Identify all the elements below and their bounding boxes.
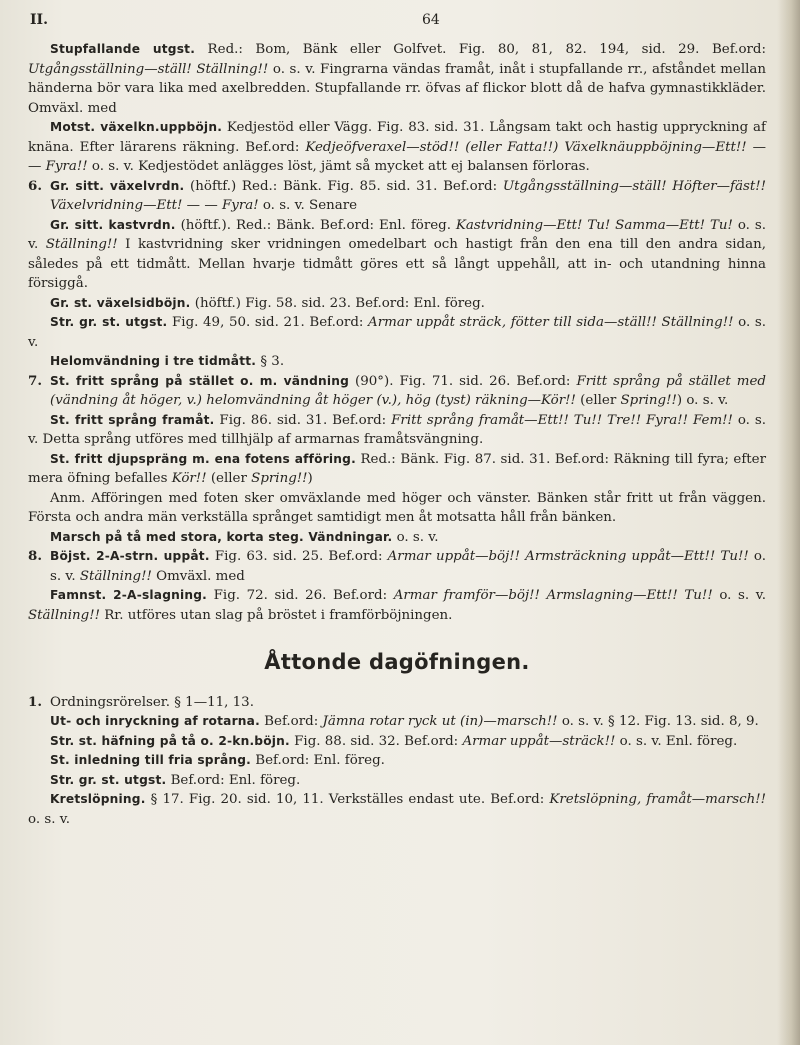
paragraph (28, 712, 766, 732)
paragraph (28, 294, 766, 314)
body-text: Fig. 49, 50. sid. 21. Bef.ord: (167, 315, 369, 330)
exercise-name: Gr. st. växelsidböjn. (50, 295, 191, 310)
command-text: Kretslöpning, framåt—marsch!! (549, 792, 766, 807)
note-paragraph (28, 489, 766, 528)
body-text: I kastvridning sker vridningen omedelbart och hastigt från den ena till den andra sidan, således på ett tidmått. Mellan hvarje tidmått göres ett så långt uppehåll, att in- och utandning hinna försiggå. (28, 237, 766, 291)
body-text: (höftf.) Red.: Bänk. Fig. 85. sid. 31. Bef.ord: (184, 178, 503, 194)
body-text: o. s. v. Detta språng utföres med tillhjälp af armarnas framåtsvängning. (28, 412, 766, 447)
command-text: Ställning!! (28, 607, 100, 623)
body-text: o. s. v. (28, 217, 766, 252)
paragraph (28, 751, 766, 771)
command-text: Armar uppåt—sträck!! (462, 733, 616, 749)
body-text: o. s. v. (28, 811, 70, 827)
paragraph (28, 118, 766, 177)
exercise-name: Marsch på tå med stora, korta steg. Vändningar. (50, 529, 393, 544)
body-text: o. s. v. (392, 529, 439, 545)
command-text: Kör!! (171, 471, 207, 486)
paragraph (28, 528, 766, 548)
body-text: o. s. v. Kedjestödet anlägges löst, jämt så mycket att ej balansen förloras. (87, 159, 590, 174)
command-text: Armar uppåt—böj!! Armsträckning uppåt—Ett!! Tu!! (387, 549, 749, 564)
body-text: (eller (575, 393, 621, 408)
body-text: Fig. 86. sid. 31. Bef.ord: (214, 412, 392, 428)
command-text: Spring!! (620, 393, 677, 408)
body-text: o. s. v. Enl. föreg. (615, 733, 738, 749)
body-text: o. s. v. (50, 549, 767, 584)
body-text: Fig. 72. sid. 26. Bef.ord: (207, 588, 394, 603)
body-text: ) o. s. v. (676, 393, 729, 408)
body-text: o. s. v. Senare (258, 198, 358, 213)
body-text: Ordningsrörelser. § 1—11, 13. (50, 694, 254, 710)
body-text: Red.: Bänk. Fig. 87. sid. 31. Bef.ord: Räkning till fyra; efter mera öfning befalles (28, 451, 766, 486)
exercise-name: Gr. sitt. växelvrdn. (50, 178, 185, 193)
paragraph (28, 586, 766, 625)
command-text: Kedjeöfveraxel—stöd!! (eller Fatta!!) Växelknäuppböjning—Ett!! — — Fyra!! (28, 139, 767, 174)
exercise-name: St. inledning till fria språng. (50, 753, 251, 767)
exercise-name: St. fritt djupspräng m. ena fotens afföring. (50, 451, 356, 466)
body-text: (höftf.) Fig. 58. sid. 23. Bef.ord: Enl. föreg. (190, 295, 485, 311)
command-text: Ställning!! (79, 568, 152, 584)
body-text: Bef.ord: Enl. föreg. (166, 772, 301, 788)
body-text: o. s. v. (28, 315, 766, 350)
exercise-name: Gr. sitt. kastvrdn. (50, 217, 176, 232)
body-text: Omväxl. med (151, 568, 245, 584)
numbered-paragraph (28, 177, 766, 216)
body-text: o. s. v. § 12. Fig. 13. sid. 8, 9. (557, 714, 759, 729)
body-text: Red.: Bom, Bänk eller Golfvet. Fig. 80, 81, 82. 194, sid. 29. Bef.ord: (195, 42, 766, 57)
body-text: Fig. 88. sid. 32. Bef.ord: (289, 733, 463, 749)
paragraph (28, 313, 766, 352)
page-number: 64 (422, 12, 440, 28)
part-marker: II. (30, 12, 48, 28)
numbered-paragraph (28, 372, 766, 411)
body-text: ) (307, 471, 313, 486)
command-text: Utgångsställning—ställ! Höfter—fäst!! Växelvridning—Ett! — — Fyra! (50, 178, 766, 213)
command-text: Fritt språng framåt—Ett!! Tu!! Tre!! Fyra!! Fem!! (391, 412, 733, 428)
exercise-name: St. fritt språng framåt. (50, 412, 215, 427)
exercise-name: Motst. växelkn.uppböjn. (50, 120, 223, 134)
paragraph-text (50, 695, 254, 710)
exercise-name: Str. gr. st. utgst. (50, 315, 168, 329)
page-body (28, 40, 766, 829)
command-text: Fritt språng på stället med (vändning åt höger, v.) helomvändning åt höger (v.), hög (tyst) räkning—Kör!! (50, 373, 766, 408)
paragraph (28, 216, 766, 294)
exercise-name: Ut- och inryckning af rotarna. (50, 714, 260, 728)
exercise-name: Kretslöpning. (50, 792, 146, 806)
exercise-name: St. fritt språng på stället o. m. vändning (50, 373, 350, 388)
numbered-paragraph (28, 547, 766, 586)
page-header (30, 12, 770, 36)
item-number: 7. (28, 372, 42, 389)
body-text: (eller (206, 471, 252, 486)
exercise-name: Böjst. 2-A-strn. uppåt. (50, 549, 210, 563)
body-text: § 17. Fig. 20. sid. 10, 11. Verkställes endast ute. Bef.ord: (145, 792, 550, 807)
item-number: 6. (28, 177, 42, 194)
body-text: o. s. v. (712, 588, 766, 603)
paragraph (28, 790, 766, 829)
body-text: Anm. Afföringen med foten sker omväxlande med höger och vänster. Bänken står fritt ut från väggen. Första och andra män verkställa språnget samtidigt men åt motsatta håll från bänken. (28, 490, 766, 525)
exercise-name: Str. gr. st. utgst. (50, 772, 167, 787)
exercise-name: Famnst. 2-A-slagning. (50, 588, 208, 602)
paragraph (28, 40, 766, 118)
body-text: Rr. utföres utan slag på bröstet i framförböjningen. (99, 607, 453, 623)
paragraph-text (50, 549, 766, 584)
item-number: 8. (28, 548, 42, 564)
exercise-name: Stupfallande utgst. (50, 42, 196, 56)
command-text: Kastvridning—Ett! Tu! Samma—Ett! Tu! (455, 217, 733, 233)
command-text: Armar uppåt sträck, fötter till sida—ställ!! Ställning!! (368, 315, 734, 330)
body-text: Kedjestöd eller Vägg. Fig. 83. sid. 31. Långsam takt och hastig uppryckning af knäna. Efter lärarens räkning. Bef.ord: (28, 120, 766, 155)
paragraph (28, 732, 766, 752)
exercise-name: Str. st. häfning på tå o. 2-kn.böjn. (50, 733, 290, 748)
paragraph (28, 771, 766, 791)
body-text: Bef.ord: (259, 714, 323, 729)
command-text: Utgångsställning—ställ! Ställning!! (28, 61, 269, 77)
body-text: (höftf.). Red.: Bänk. Bef.ord: Enl. föreg. (175, 217, 456, 233)
body-text: (90°). Fig. 71. sid. 26. Bef.ord: (349, 373, 577, 389)
paragraph-text (50, 374, 766, 409)
section-heading: Åttonde dagöfningen. (264, 650, 530, 674)
item-number: 1. (28, 693, 42, 710)
command-text: Jämna rotar ryck ut (in)—marsch!! (322, 714, 558, 729)
paragraph-text (50, 179, 766, 214)
body-text: § 3. (256, 354, 285, 369)
exercise-name: Helomvändning i tre tidmått. (50, 354, 257, 368)
body-text: Bef.ord: Enl. föreg. (251, 753, 385, 768)
command-text: Ställning!! (45, 237, 118, 252)
paragraph (28, 411, 766, 450)
command-text: Spring!! (251, 471, 308, 486)
body-text: Fig. 63. sid. 25. Bef.ord: (209, 549, 388, 564)
body-text: o. s. v. Fingrarna vändas framåt, inåt i stupfallande rr., afståndet mellan händerna bör vara lika med axelbredden. Stupfallande rr. öfvas af flickor blott då de hafva gymnastikkläder. Omväxl. med (28, 61, 766, 116)
command-text: Armar framför—böj!! Armslagning—Ett!! Tu!! (393, 588, 713, 603)
page-edge-shadow (778, 0, 800, 1045)
paragraph (28, 450, 766, 489)
paragraph (28, 352, 766, 372)
numbered-paragraph (28, 693, 766, 713)
